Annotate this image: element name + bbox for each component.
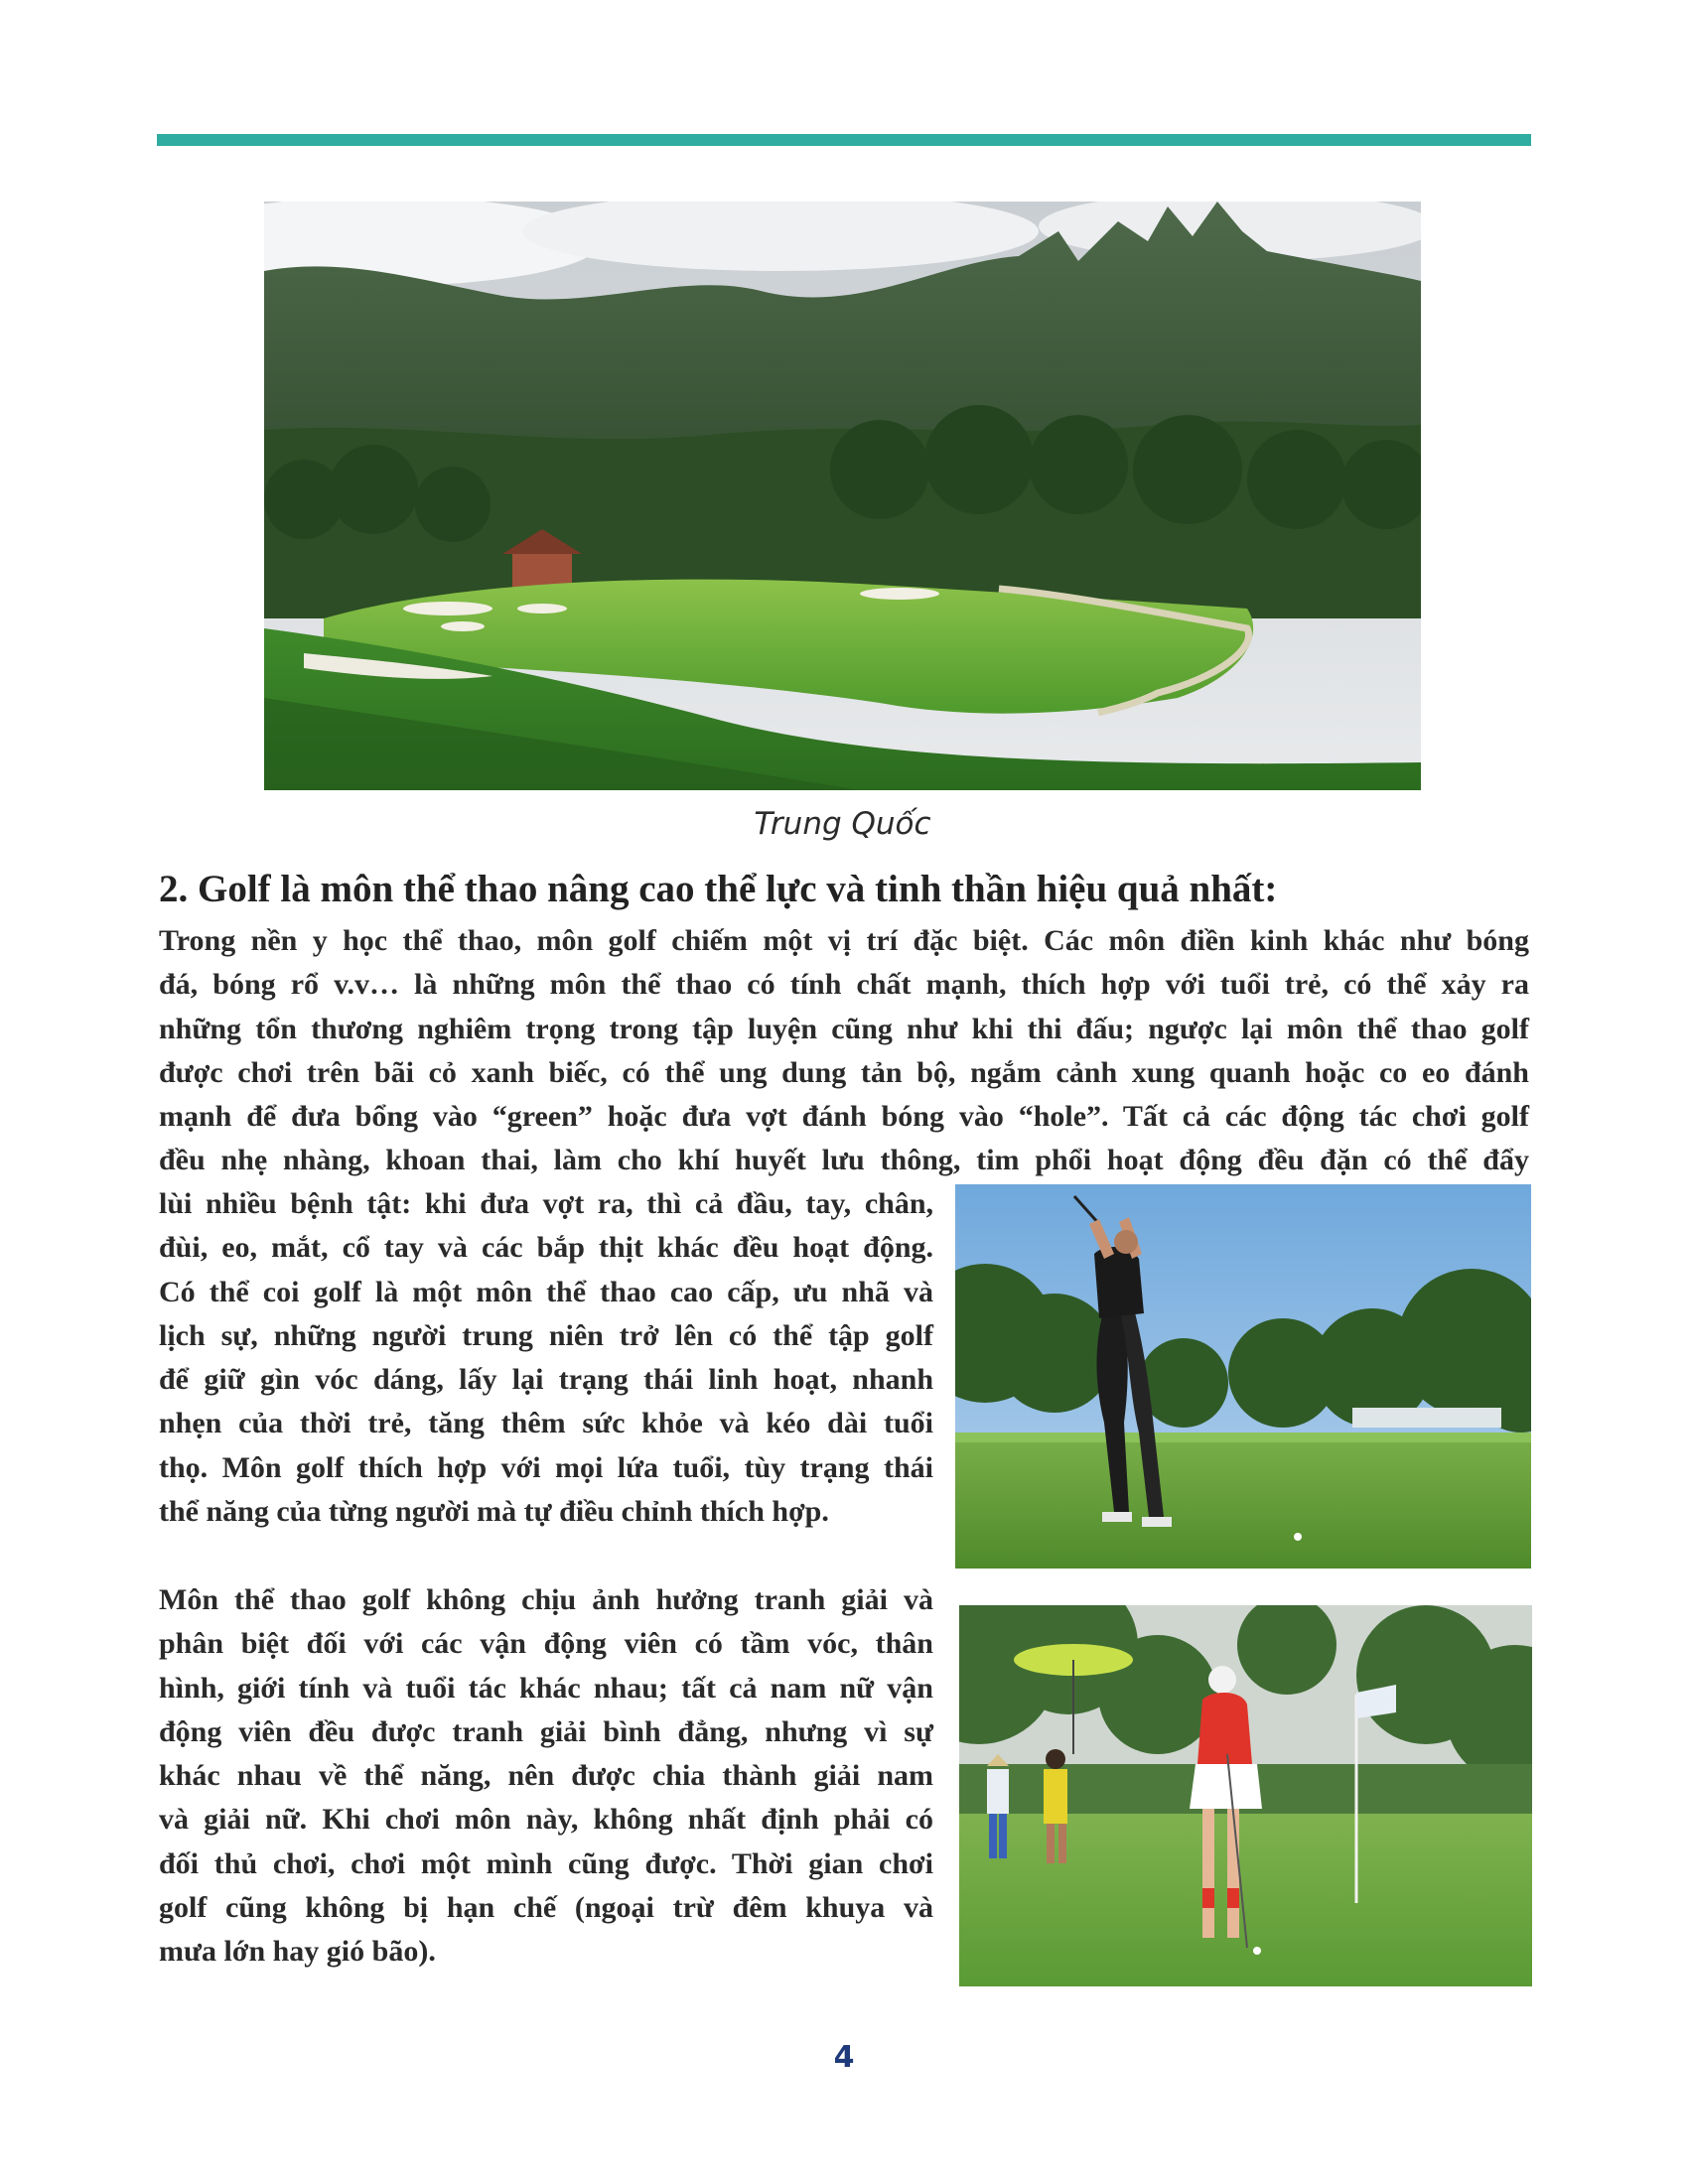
paragraph-line: động viên đều được tranh giải bình đẳng, nhưng vì sự [159,1714,933,1748]
golf-course-mountain-photo [264,202,1421,790]
paragraph-1 [159,919,1529,1183]
paragraph-line: lùi nhiều bệnh tật: khi đưa vợt ra, thì cả đầu, tay, chân, [159,1187,933,1220]
golfer-swing-photo [955,1184,1531,1569]
photo-caption: Trung Quốc [754,806,931,842]
page-number: 4 [833,2040,855,2075]
paragraph-line: lịch sự, những người trung niên trở lên có thể tập golf [159,1318,933,1352]
paragraph-line: đá, bóng rổ v.v… là những môn thể thao có tính chất mạnh, thích hợp với tuổi trẻ, có thể xảy ra [159,968,1529,1002]
paragraph-line: đùi, eo, mắt, cổ tay và các bắp thịt khác đều hoạt động. [159,1231,933,1265]
section-heading: 2. Golf là môn thể thao nâng cao thể lực và tinh thần hiệu quả nhất: [159,868,1278,910]
paragraph-line: những tổn thương nghiêm trọng trong tập luyện cũng như khi thi đấu; ngược lại môn thể thao golf [159,1012,1529,1045]
header-rule [157,134,1531,146]
paragraph-line: Môn thể thao golf không chịu ảnh hưởng tranh giải và [159,1583,933,1616]
paragraph-line: khác nhau về thể năng, nên được chia thành giải nam [159,1759,933,1793]
paragraph-line: golf cũng không bị hạn chế (ngoại trừ đêm khuya và [159,1891,933,1925]
paragraph-line: Có thể coi golf là một môn thể thao cao cấp, ưu nhã và [159,1275,933,1308]
paragraph-line: đều nhẹ nhàng, khoan thai, làm cho khí huyết lưu thông, tim phổi hoạt động đều đặn có thể đẩy [159,1144,1529,1177]
paragraph-line: đối thủ chơi, chơi một mình cũng được. Thời gian chơi [159,1846,933,1880]
paragraph-line: nhẹn của thời trẻ, tăng thêm sức khỏe và kéo dài tuổi [159,1407,933,1440]
paragraph-line: Trong nền y học thể thao, môn golf chiếm một vị trí đặc biệt. Các môn điền kinh khác như bóng [159,924,1529,957]
paragraph-line: và giải nữ. Khi chơi môn này, không nhất định phải có [159,1803,933,1837]
paragraph-line: để giữ gìn vóc dáng, lấy lại trạng thái linh hoạt, nhanh [159,1363,933,1397]
paragraph-line: hình, giới tính và tuổi tác khác nhau; tất cả nam nữ vận [159,1671,933,1705]
paragraph-2 [159,1182,933,1534]
paragraph-line: thể năng của từng người mà tự điều chỉnh thích hợp. [159,1495,829,1529]
paragraph-line: mưa lớn hay gió bão). [159,1935,436,1969]
paragraph-3 [159,1578,933,1975]
paragraph-line: thọ. Môn golf thích hợp với mọi lứa tuổi, tùy trạng thái [159,1450,933,1484]
paragraph-line: mạnh để đưa bổng vào “green” hoặc đưa vợt đánh bóng vào “hole”. Tất cả các động tác chơi golf [159,1100,1529,1134]
paragraph-line: phân biệt đối với các vận động viên có tầm vóc, thân [159,1627,933,1661]
female-golfer-putting-photo [959,1605,1532,1986]
paragraph-line: được chơi trên bãi cỏ xanh biếc, có thể ung dung tản bộ, ngắm cảnh xung quanh hoặc co eo đánh [159,1055,1529,1089]
